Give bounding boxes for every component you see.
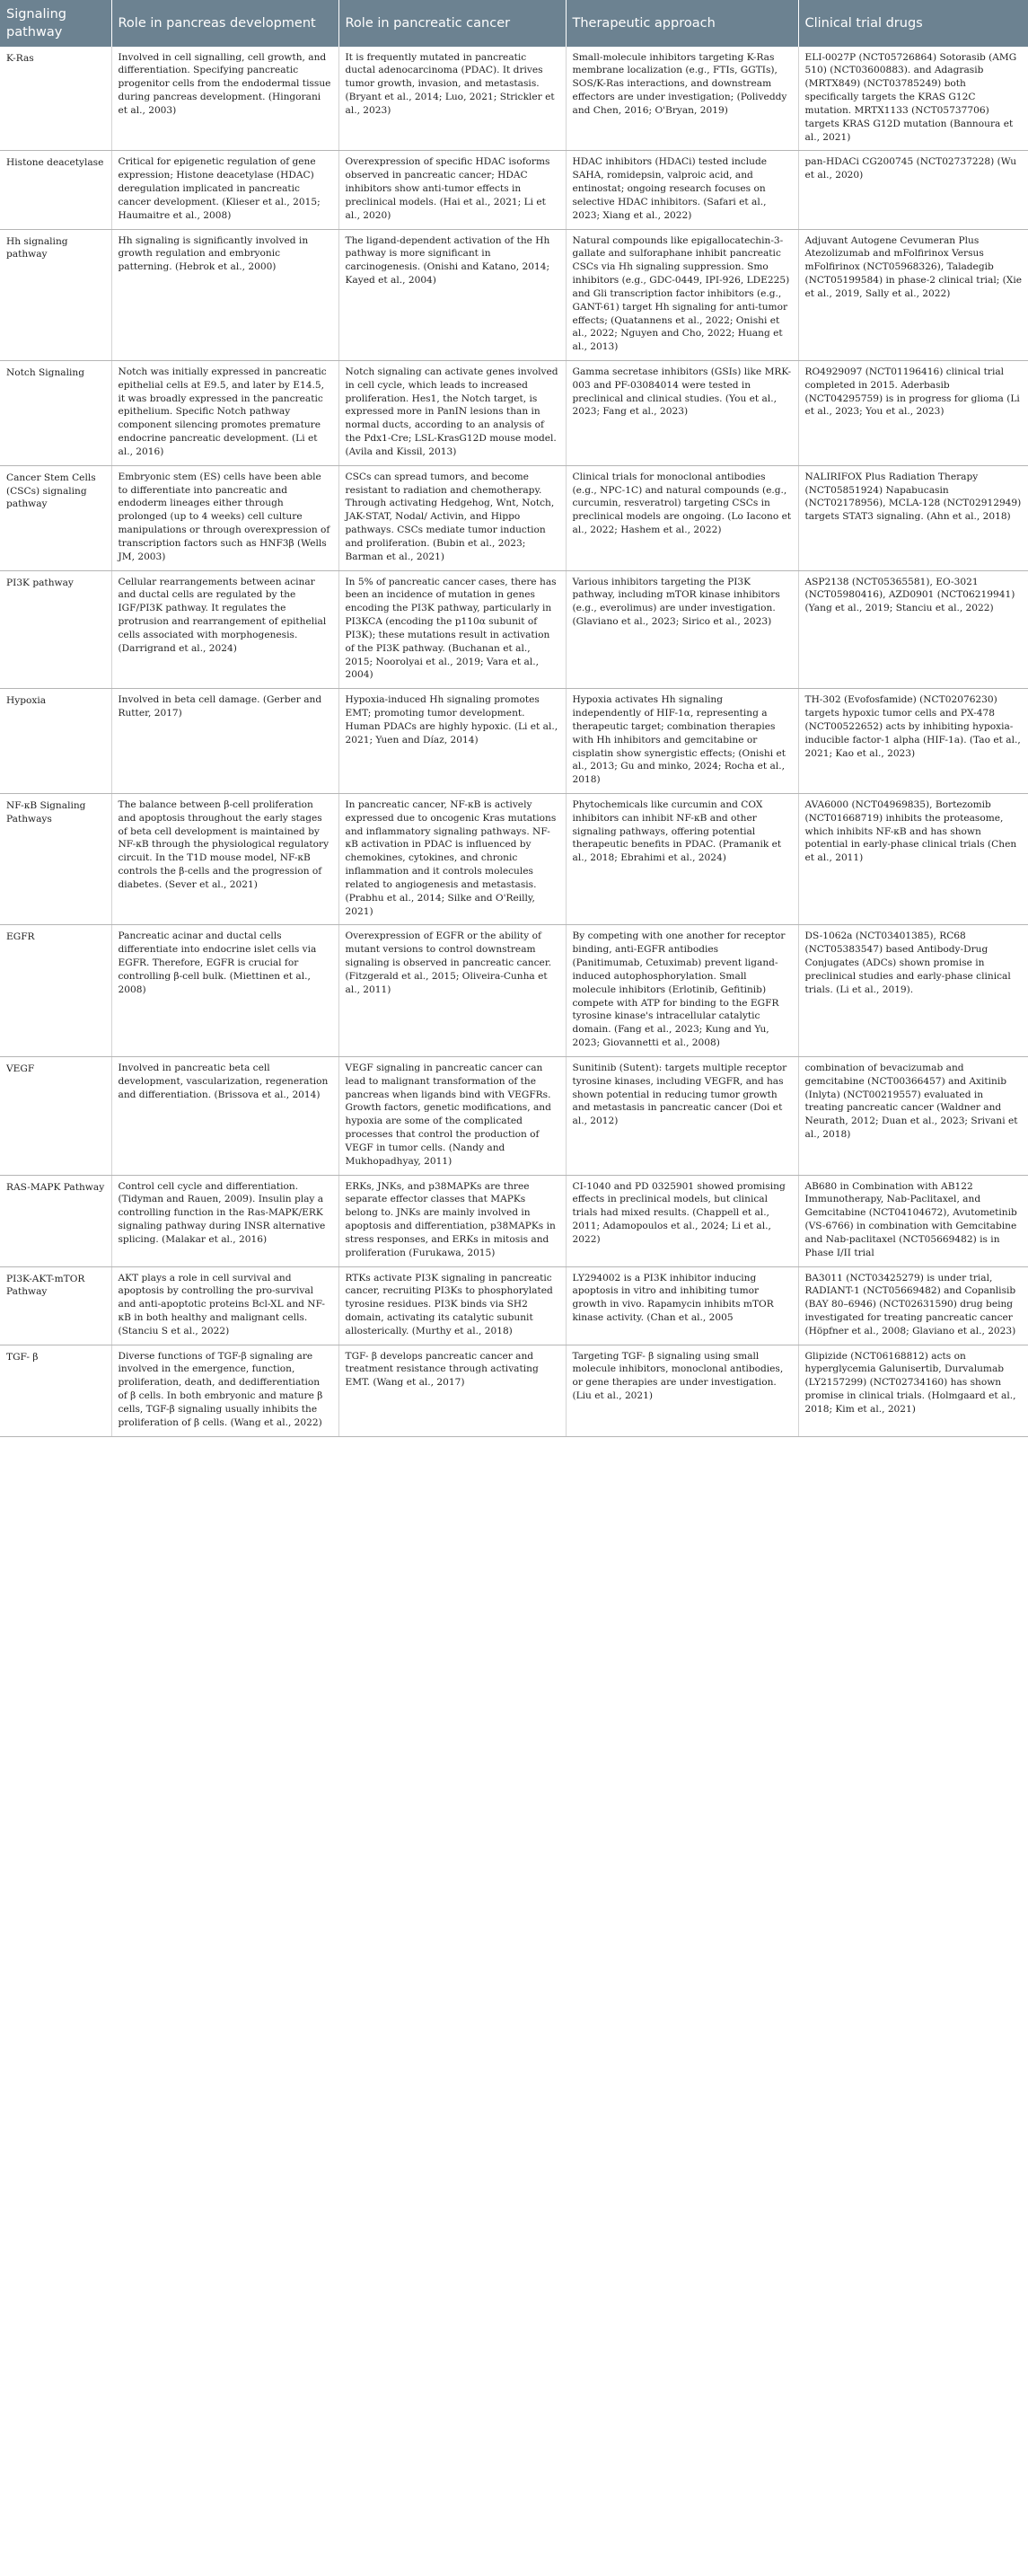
cell-clinical-trial-drugs: Adjuvant Autogene Cevumeran Plus Atezolizumab and mFolfirinox Versus mFolfirinox (NCT05968326), Taladegib (NCT05199584) in phase-2 clinical trial; (Xie et al., 2019, Sally et al., 2022): [798, 229, 1028, 360]
table-row: [0, 1056, 1028, 1175]
cell-signaling-pathway: Hh signaling pathway: [0, 229, 111, 360]
table-row: [0, 465, 1028, 570]
cell-pancreas-development: Involved in beta cell damage. (Gerber and Rutter, 2017): [111, 689, 338, 794]
cell-pancreatic-cancer: Overexpression of specific HDAC isoforms observed in pancreatic cancer; HDAC inhibitors show anti-tumor effects in preclinical models. (Hai et al., 2021; Li et al., 2020): [338, 151, 566, 229]
cell-clinical-trial-drugs: TH-302 (Evofosfamide) (NCT02076230) targets hypoxic tumor cells and PX-478 (NCT00522652) acts by inhibiting hypoxia-inducible factor-1 alpha (HIF-1a). (Tao et al., 2021; Kao et al., 2023): [798, 689, 1028, 794]
cell-signaling-pathway: NF-κB Signaling Pathways: [0, 794, 111, 925]
cell-pancreatic-cancer: RTKs activate PI3K signaling in pancreatic cancer, recruiting PI3Ks to phosphorylated tyrosine residues. PI3K binds via SH2 domain, activating its catalytic subunit allosterically. (Murthy et al., 2018): [338, 1266, 566, 1345]
header-pancreatic-cancer: Role in pancreatic cancer: [338, 0, 566, 47]
cell-therapeutic-approach: Targeting TGF- β signaling using small molecule inhibitors, monoclonal antibodies, or gene therapies are under investigation. (Liu et al., 2021): [566, 1345, 798, 1436]
cell-pancreas-development: The balance between β-cell proliferation and apoptosis throughout the early stages of beta cell development is maintained by NF-κB through the physiological regulatory circuit. In the T1D mouse model, NF-κB controls the β-cells and the progression of diabetes. (Sever et al., 2021): [111, 794, 338, 925]
cell-pancreas-development: Diverse functions of TGF-β signaling are involved in the emergence, function, proliferation, death, and dedifferentiation of β cells. In both embryonic and mature β cells, TGF-β signaling usually inhibits the proliferation of β cells. (Wang et al., 2022): [111, 1345, 338, 1436]
cell-pancreatic-cancer: In pancreatic cancer, NF-κB is actively expressed due to oncogenic Kras mutations and inflammatory signaling pathways. NF-κB activation in PDAC is influenced by chemokines, cytokines, and chronic inflammation and it controls molecules related to angiogenesis and metastasis. (Prabhu et al., 2014; Silke and O'Reilly, 2021): [338, 794, 566, 925]
cell-pancreas-development: Involved in cell signalling, cell growth, and differentiation. Specifying pancreatic progenitor cells from the endodermal tissue during pancreas development. (Hingorani et al., 2003): [111, 47, 338, 151]
cell-pancreatic-cancer: Overexpression of EGFR or the ability of mutant versions to control downstream signaling is observed in pancreatic cancer. (Fitzgerald et al., 2015; Oliveira-Cunha et al., 2011): [338, 925, 566, 1056]
cell-signaling-pathway: Hypoxia: [0, 689, 111, 794]
table-header: [0, 0, 1028, 47]
cell-pancreatic-cancer: CSCs can spread tumors, and become resistant to radiation and chemotherapy. Through activating Hedgehog, Wnt, Notch, JAK-STAT, Nodal/ Activin, and Hippo pathways. CSCs mediate tumor induction and proliferation. (Bubin et al., 2023; Barman et al., 2021): [338, 465, 566, 570]
cell-clinical-trial-drugs: Glipizide (NCT06168812) acts on hyperglycemia Galunisertib, Durvalumab (LY2157299) (NCT02734160) has shown promise in clinical trials. (Holmgaard et al., 2018; Kim et al., 2021): [798, 1345, 1028, 1436]
cell-signaling-pathway: Cancer Stem Cells (CSCs) signaling pathway: [0, 465, 111, 570]
cell-pancreatic-cancer: In 5% of pancreatic cancer cases, there has been an incidence of mutation in genes encoding the PI3K pathway, particularly in PI3KCA (encoding the p110α subunit of PI3K); these mutations result in activation of the PI3K pathway. (Buchanan et al., 2015; Noorolyai et al., 2019; Vara et al., 2004): [338, 570, 566, 689]
cell-therapeutic-approach: Hypoxia activates Hh signaling independently of HIF-1α, representing a therapeutic target; combination therapies with Hh inhibitors and gemcitabine or cisplatin show synergistic effects; (Onishi et al., 2013; Gu and minko, 2024; Rocha et al., 2018): [566, 689, 798, 794]
cell-clinical-trial-drugs: AVA6000 (NCT04969835), Bortezomib (NCT01668719) inhibits the proteasome, which inhibits NF-κB and has shown potential in early-phase clinical trials (Chen et al., 2011): [798, 794, 1028, 925]
cell-pancreatic-cancer: Notch signaling can activate genes involved in cell cycle, which leads to increased proliferation. Hes1, the Notch target, is expressed more in PanIN lesions than in normal ducts, according to an analysis of the Pdx1-Cre; LSL-KrasG12D mouse model. (Avila and Kissil, 2013): [338, 360, 566, 465]
cell-clinical-trial-drugs: RO4929097 (NCT01196416) clinical trial completed in 2015. Aderbasib (NCT04295759) is in progress for glioma (Li et al., 2023; You et al., 2023): [798, 360, 1028, 465]
cell-signaling-pathway: RAS-MAPK Pathway: [0, 1175, 111, 1266]
table-row: [0, 794, 1028, 925]
cell-clinical-trial-drugs: DS-1062a (NCT03401385), RC68 (NCT05383547) based Antibody-Drug Conjugates (ADCs) shown promise in preclinical studies and early-phase clinical trials. (Li et al., 2019).: [798, 925, 1028, 1056]
cell-signaling-pathway: PI3K pathway: [0, 570, 111, 689]
cell-pancreas-development: Control cell cycle and differentiation. (Tidyman and Rauen, 2009). Insulin play a controlling function in the Ras-MAPK/ERK signaling pathway during INSR alternative splicing. (Malakar et al., 2016): [111, 1175, 338, 1266]
table-row: [0, 925, 1028, 1056]
cell-signaling-pathway: EGFR: [0, 925, 111, 1056]
cell-pancreas-development: Critical for epigenetic regulation of gene expression; Histone deacetylase (HDAC) deregulation implicated in pancreatic cancer development. (Klieser et al., 2015; Haumaitre et al., 2008): [111, 151, 338, 229]
cell-pancreatic-cancer: ERKs, JNKs, and p38MAPKs are three separate effector classes that MAPKs belong to. JNKs are mainly involved in apoptosis and differentiation, p38MAPKs in stress responses, and ERKs in mitosis and proliferation (Furukawa, 2015): [338, 1175, 566, 1266]
header-clinical-trial-drugs: Clinical trial drugs: [798, 0, 1028, 47]
cell-therapeutic-approach: LY294002 is a PI3K inhibitor inducing apoptosis in vitro and inhibiting tumor growth in vivo. Rapamycin inhibits mTOR kinase activity. (Chan et al., 2005: [566, 1266, 798, 1345]
cell-pancreatic-cancer: It is frequently mutated in pancreatic ductal adenocarcinoma (PDAC). It drives tumor growth, invasion, and metastasis. (Bryant et al., 2014; Luo, 2021; Strickler et al., 2023): [338, 47, 566, 151]
cell-pancreas-development: Hh signaling is significantly involved in growth regulation and embryonic patterning. (Hebrok et al., 2000): [111, 229, 338, 360]
cell-clinical-trial-drugs: ASP2138 (NCT05365581), EO-3021 (NCT05980416), AZD0901 (NCT06219941) (Yang et al., 2019; Stanciu et al., 2022): [798, 570, 1028, 689]
cell-pancreatic-cancer: Hypoxia-induced Hh signaling promotes EMT; promoting tumor development. Human PDACs are highly hypoxic. (Li et al., 2021; Yuen and Díaz, 2014): [338, 689, 566, 794]
cell-pancreatic-cancer: VEGF signaling in pancreatic cancer can lead to malignant transformation of the pancreas when ligands bind with VEGFRs. Growth factors, genetic modifications, and hypoxia are some of the complicated processes that control the production of VEGF in tumor cells. (Nandy and Mukhopadhyay, 2011): [338, 1056, 566, 1175]
cell-signaling-pathway: Histone deacetylase: [0, 151, 111, 229]
table-row: [0, 360, 1028, 465]
cell-signaling-pathway: TGF- β: [0, 1345, 111, 1436]
table-body: [0, 47, 1028, 1437]
cell-clinical-trial-drugs: AB680 in Combination with AB122 Immunotherapy, Nab-Paclitaxel, and Gemcitabine (NCT04104672), Avutometinib (VS-6766) in combination with Gemcitabine and Nab-paclitaxel (NCT05669482) is in Phase I/II trial: [798, 1175, 1028, 1266]
cell-clinical-trial-drugs: ELI-0027P (NCT05726864) Sotorasib (AMG 510) (NCT03600883). and Adagrasib (MRTX849) (NCT03785249) both specifically targets the KRAS G12C mutation. MRTX1133 (NCT05737706) targets KRAS G12D mutation (Bannoura et al., 2021): [798, 47, 1028, 151]
cell-pancreas-development: AKT plays a role in cell survival and apoptosis by controlling the pro-survival and anti-apoptotic proteins Bcl-XL and NF-κB in both healthy and malignant cells. (Stanciu S et al., 2022): [111, 1266, 338, 1345]
cell-therapeutic-approach: Clinical trials for monoclonal antibodies (e.g., NPC-1C) and natural compounds (e.g., curcumin, resveratrol) targeting CSCs in preclinical models are ongoing. (Lo Iacono et al., 2022; Hashem et al., 2022): [566, 465, 798, 570]
cell-clinical-trial-drugs: pan-HDACi CG200745 (NCT02737228) (Wu et al., 2020): [798, 151, 1028, 229]
cell-therapeutic-approach: CI-1040 and PD 0325901 showed promising effects in preclinical models, but clinical trials had mixed results. (Chappell et al., 2011; Adamopoulos et al., 2024; Li et al., 2022): [566, 1175, 798, 1266]
cell-therapeutic-approach: Gamma secretase inhibitors (GSIs) like MRK-003 and PF-03084014 were tested in preclinical and clinical studies. (You et al., 2023; Fang et al., 2023): [566, 360, 798, 465]
cell-clinical-trial-drugs: combination of bevacizumab and gemcitabine (NCT00366457) and Axitinib (Inlyta) (NCT00219557) evaluated in treating pancreatic cancer (Waldner and Neurath, 2012; Duan et al., 2023; Srivani et al., 2018): [798, 1056, 1028, 1175]
table-row: [0, 47, 1028, 151]
cell-therapeutic-approach: By competing with one another for receptor binding, anti-EGFR antibodies (Panitimumab, Cetuximab) prevent ligand-induced autophosphorylation. Small molecule inhibitors (Erlotinib, Gefitinib) compete with ATP for binding to the EGFR tyrosine kinase's intracellular catalytic domain. (Fang et al., 2023; Kung and Yu, 2023; Giovannetti et al., 2008): [566, 925, 798, 1056]
header-pancreas-development: Role in pancreas development: [111, 0, 338, 47]
header-row: [0, 0, 1028, 47]
table-row: [0, 1345, 1028, 1436]
cell-clinical-trial-drugs: BA3011 (NCT03425279) is under trial, RADIANT-1 (NCT05669482) and Copanlisib (BAY 80–6946) (NCT02631590) drug being investigated for treating pancreatic cancer (Höpfner et al., 2008; Glaviano et al., 2023): [798, 1266, 1028, 1345]
table-row: [0, 1175, 1028, 1266]
cell-therapeutic-approach: Small-molecule inhibitors targeting K-Ras membrane localization (e.g., FTIs, GGTIs), SOS/K-Ras interactions, and downstream effectors are under investigation; (Poliveddy and Chen, 2016; O'Bryan, 2019): [566, 47, 798, 151]
cell-pancreas-development: Involved in pancreatic beta cell development, vascularization, regeneration and differentiation. (Brissova et al., 2014): [111, 1056, 338, 1175]
table-row: [0, 570, 1028, 689]
cell-pancreatic-cancer: TGF- β develops pancreatic cancer and treatment resistance through activating EMT. (Wang et al., 2017): [338, 1345, 566, 1436]
cell-therapeutic-approach: Phytochemicals like curcumin and COX inhibitors can inhibit NF-κB and other signaling pathways, offering potential therapeutic benefits in PDAC. (Pramanik et al., 2018; Ebrahimi et al., 2024): [566, 794, 798, 925]
cell-pancreas-development: Cellular rearrangements between acinar and ductal cells are regulated by the IGF/PI3K pathway. It regulates the protrusion and rearrangement of epithelial cells associated with morphogenesis. (Darrigrand et al., 2024): [111, 570, 338, 689]
cell-therapeutic-approach: Sunitinib (Sutent): targets multiple receptor tyrosine kinases, including VEGFR, and has shown potential in reducing tumor growth and metastasis in pancreatic cancer (Doi et al., 2012): [566, 1056, 798, 1175]
cell-signaling-pathway: VEGF: [0, 1056, 111, 1175]
cell-clinical-trial-drugs: NALIRIFOX Plus Radiation Therapy (NCT05851924) Napabucasin (NCT02178956), MCLA-128 (NCT02912949) targets STAT3 signaling. (Ahn et al., 2018): [798, 465, 1028, 570]
cell-pancreas-development: Embryonic stem (ES) cells have been able to differentiate into pancreatic and endoderm lineages either through prolonged (up to 4 weeks) cell culture manipulations or through overexpression of transcription factors such as HNF3β (Wells JM, 2003): [111, 465, 338, 570]
cell-signaling-pathway: Notch Signaling: [0, 360, 111, 465]
cell-therapeutic-approach: Natural compounds like epigallocatechin-3-gallate and sulforaphane inhibit pancreatic CSCs via Hh signaling suppression. Smo inhibitors (e.g., GDC-0449, IPI-926, LDE225) and Gli transcription factor inhibitors (e.g., GANT-61) target Hh signaling for anti-tumor effects; (Quatannens et al., 2022; Onishi et al., 2022; Nguyen and Cho, 2022; Huang et al., 2013): [566, 229, 798, 360]
table-row: [0, 229, 1028, 360]
cell-pancreas-development: Pancreatic acinar and ductal cells differentiate into endocrine islet cells via EGFR. Therefore, EGFR is crucial for controlling β-cell bulk. (Miettinen et al., 2008): [111, 925, 338, 1056]
cell-therapeutic-approach: HDAC inhibitors (HDACi) tested include SAHA, romidepsin, valproic acid, and entinostat; ongoing research focuses on selective HDAC inhibitors. (Safari et al., 2023; Xiang et al., 2022): [566, 151, 798, 229]
table-row: [0, 689, 1028, 794]
cell-signaling-pathway: PI3K-AKT-mTOR Pathway: [0, 1266, 111, 1345]
header-therapeutic-approach: Therapeutic approach: [566, 0, 798, 47]
cell-pancreas-development: Notch was initially expressed in pancreatic epithelial cells at E9.5, and later by E14.5, it was broadly expressed in the pancreatic epithelium. Specific Notch pathway component silencing promotes premature endocrine pancreatic development. (Li et al., 2016): [111, 360, 338, 465]
cell-pancreatic-cancer: The ligand-dependent activation of the Hh pathway is more significant in carcinogenesis. (Onishi and Katano, 2014; Kayed et al., 2004): [338, 229, 566, 360]
table-row: [0, 1266, 1028, 1345]
header-signaling-pathway: Signaling pathway: [0, 0, 111, 47]
cell-signaling-pathway: K-Ras: [0, 47, 111, 151]
cell-therapeutic-approach: Various inhibitors targeting the PI3K pathway, including mTOR kinase inhibitors (e.g., everolimus) are under investigation. (Glaviano et al., 2023; Sirico et al., 2023): [566, 570, 798, 689]
table-row: [0, 151, 1028, 229]
